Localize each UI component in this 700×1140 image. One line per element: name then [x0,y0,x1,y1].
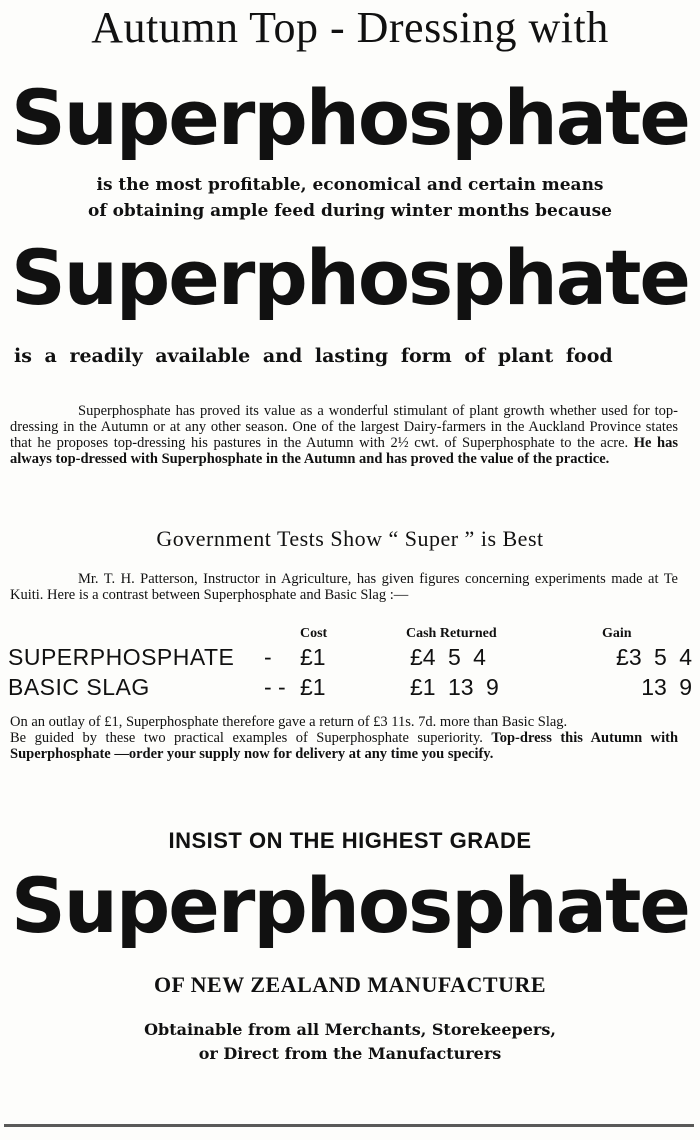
patterson-paragraph: Mr. T. H. Patterson, Instructor in Agriculture, has given figures concerning experiments made at Te Kuiti. Here is a contrast between Superphosphate and Basic Slag :— [10,571,678,603]
tagline-line-3: is a readily available and lasting form of plant food [14,345,613,367]
intro-paragraph [10,403,678,467]
row-cost: £1 [300,674,326,700]
guided-bold-text: Top-dress this Autumn with Superphosphate —order your supply now for delivery at any time you specify. [10,730,679,762]
tagline-line-2: of obtaining ample feed during winter months because [88,201,612,221]
row-cash-returned: £1 13 9 [410,674,499,700]
outlay-paragraph [10,714,678,762]
guided-text-block [10,730,678,762]
row-cost: £1 [300,644,326,670]
insist-heading: INSIST ON THE HIGHEST GRADE [168,828,532,853]
table-row [8,674,692,702]
tagline [0,172,700,224]
intro-bold-text: He has always top-dressed with Superphosphate in the Autumn and has proved the value of the practice. [10,435,679,467]
outlay-text: On an outlay of £1, Superphosphate therefore gave a return of £3 11s. 7d. more than Basic Slag. [10,714,568,730]
obtainable-line-1: Obtainable from all Merchants, Storekeepers, [144,1020,556,1039]
tagline-line-1: is the most profitable, economical and certain means [96,175,604,195]
row-cash-returned: £4 5 4 [410,644,486,670]
manufacture-heading: OF NEW ZEALAND MANUFACTURE [153,972,547,997]
row-gain: £3 5 4 [616,644,692,670]
intro-text: Superphosphate has proved its value as a wonderful stimulant of plant growth whether used for top-dressing in the Autumn or at any other season. One of the largest Dairy-farmers in the Auckland Province states that he proposes top-dressing his pastures in the Autumn with 2½ cwt. of Superphosphate to the acre. [10,403,678,451]
header-gain: Gain [602,626,632,641]
obtainable-text [0,1018,700,1066]
brand-title-top: Superphosphate [11,73,689,162]
row-dash: - [264,644,272,670]
header-cost: Cost [300,626,328,641]
brand-title-bottom: Superphosphate [11,861,689,950]
obtainable-line-2: or Direct from the Manufacturers [198,1044,502,1063]
headline: Autumn Top - Dressing with [91,3,609,52]
brand-title-middle: Superphosphate [11,233,689,322]
bottom-rule [4,1124,694,1127]
table-row [8,644,692,672]
row-gain: 13 9 [641,674,692,700]
row-dash: - - [264,674,286,700]
row-name: BASIC SLAG [8,674,150,700]
row-name: SUPERPHOSPHATE [8,644,235,670]
header-cash-returned: Cash Returned [406,626,497,641]
government-tests-heading: Government Tests Show “ Super ” is Best [156,526,544,551]
guided-text: Be guided by these two practical examples of Superphosphate superiority. [10,730,483,746]
